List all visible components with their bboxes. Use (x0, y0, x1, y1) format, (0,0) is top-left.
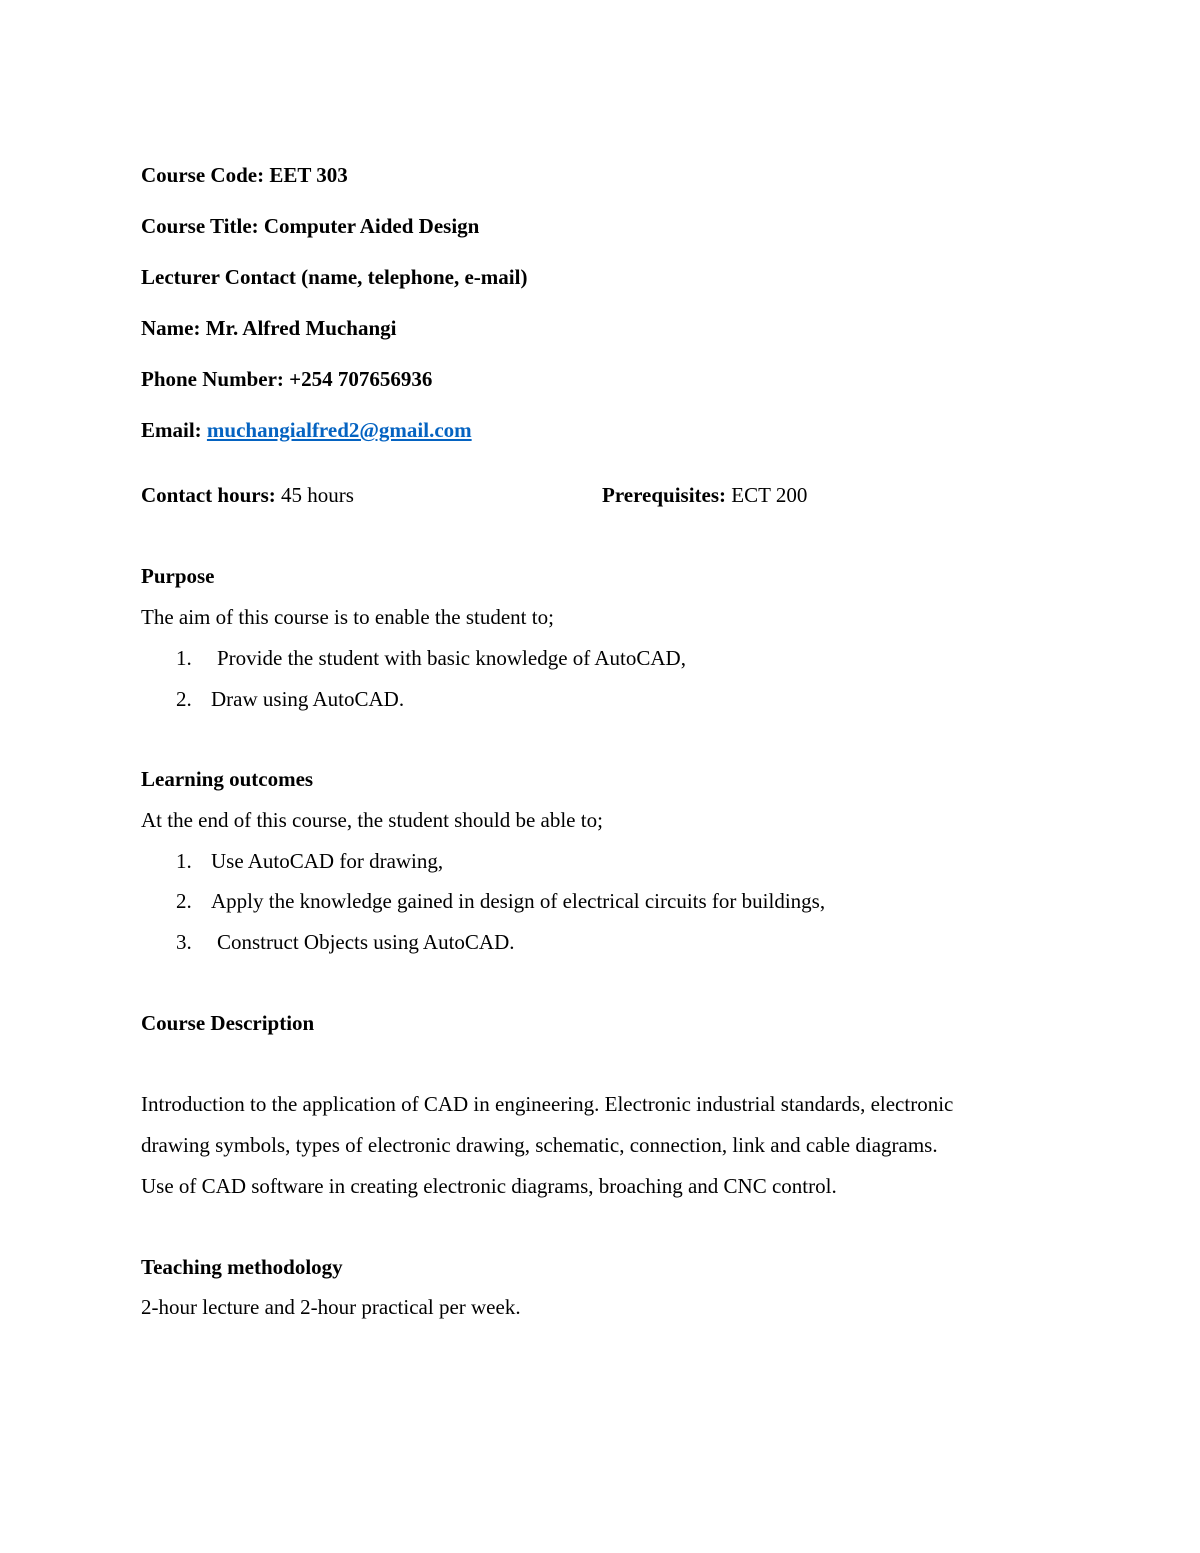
course-title-line (141, 213, 479, 239)
course-code-label: Course Code: (141, 163, 265, 187)
outcomes-item-3-number: 3. (176, 930, 192, 954)
prerequisites-label: Prerequisites: (602, 483, 727, 507)
contact-hours-value: 45 hours (281, 483, 354, 507)
contact-hours-line (141, 482, 354, 508)
name-value: Mr. Alfred Muchangi (205, 316, 397, 340)
email-label: Email: (141, 418, 202, 442)
description-line-1: Introduction to the application of CAD in engineering. Electronic industrial standards, electronic (141, 1092, 954, 1116)
purpose-item-2-number: 2. (176, 687, 192, 711)
prerequisites-line (602, 482, 807, 508)
outcomes-item-1-text: Use AutoCAD for drawing, (211, 849, 444, 873)
outcomes-item-2-text: Apply the knowledge gained in design of electrical circuits for buildings, (211, 889, 826, 913)
description-line-3: Use of CAD software in creating electronic diagrams, broaching and CNC control. (141, 1174, 837, 1198)
course-code-value: EET 303 (269, 163, 348, 187)
phone-label: Phone Number: (141, 367, 284, 391)
purpose-item-1-text: Provide the student with basic knowledge of AutoCAD, (217, 646, 686, 670)
name-label: Name: (141, 316, 201, 340)
phone-line (141, 366, 432, 392)
course-title-label: Course Title: (141, 214, 259, 238)
methodology-text: 2-hour lecture and 2-hour practical per week. (141, 1295, 521, 1319)
lecturer-contact-heading: Lecturer Contact (name, telephone, e-mail) (141, 265, 528, 289)
description-line-2: drawing symbols, types of electronic drawing, schematic, connection, link and cable diagrams. (141, 1133, 938, 1157)
phone-value: +254 707656936 (289, 367, 433, 391)
email-line (141, 417, 472, 443)
description-heading: Course Description (141, 1011, 315, 1035)
outcomes-intro: At the end of this course, the student should be able to; (141, 808, 603, 832)
contact-hours-label: Contact hours: (141, 483, 276, 507)
purpose-item-1-number: 1. (176, 646, 192, 670)
outcomes-item-2-number: 2. (176, 889, 192, 913)
prerequisites-value: ECT 200 (731, 483, 808, 507)
course-code-line (141, 162, 348, 188)
purpose-item-2-text: Draw using AutoCAD. (211, 687, 405, 711)
outcomes-item-3-text: Construct Objects using AutoCAD. (217, 930, 515, 954)
purpose-heading: Purpose (141, 564, 215, 588)
outcomes-item-1-number: 1. (176, 849, 192, 873)
outcomes-heading: Learning outcomes (141, 767, 314, 791)
methodology-heading: Teaching methodology (141, 1255, 343, 1279)
purpose-intro: The aim of this course is to enable the student to; (141, 605, 554, 629)
course-title-value: Computer Aided Design (263, 214, 480, 238)
name-line (141, 315, 397, 341)
email-link[interactable]: muchangialfred2@gmail.com (206, 418, 472, 442)
